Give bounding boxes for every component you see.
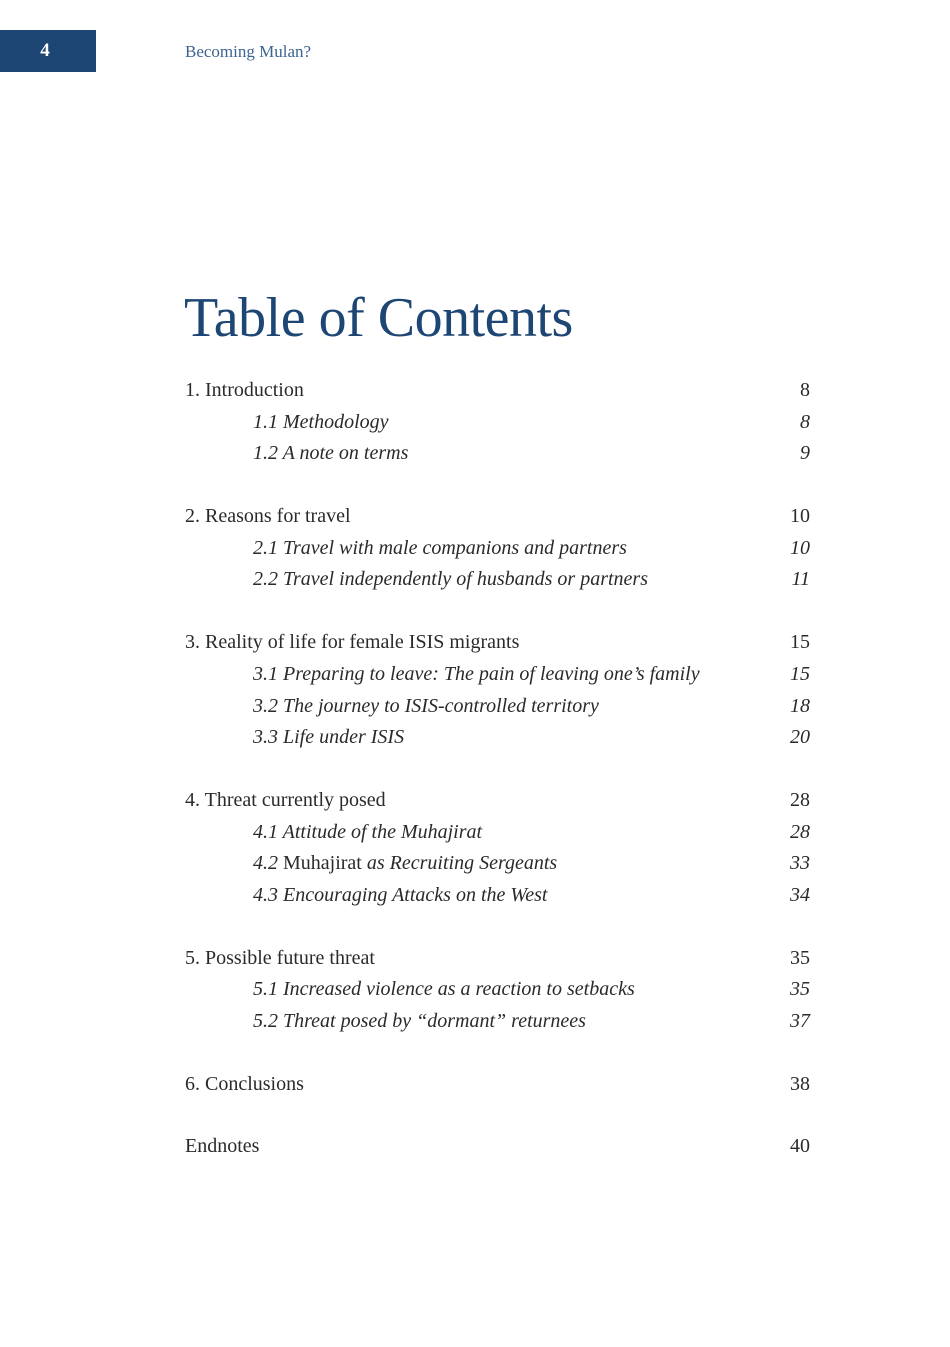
toc-entry-page: 28 [790, 788, 810, 811]
toc-entry-label: 6. Conclusions [185, 1072, 304, 1095]
toc-entry-endnotes[interactable] [185, 1131, 810, 1163]
toc-subentry-attitude[interactable] [185, 817, 810, 849]
toc-subentry-preparing-to-leave[interactable] [185, 659, 810, 691]
toc-subentry-increased-violence[interactable] [185, 974, 810, 1006]
toc-subentry-label-suffix: as Recruiting Sergeants [361, 852, 558, 875]
toc-section-2 [185, 501, 810, 596]
toc-subentry-page: 37 [790, 1010, 810, 1032]
toc-subentry-label: 3.1 Preparing to leave: The pain of leaving one’s family [253, 662, 700, 685]
toc-subentry-life-under-isis[interactable] [185, 722, 810, 754]
toc-entry-label: 2. Reasons for travel [185, 505, 351, 528]
toc-subentry-page: 15 [790, 662, 810, 685]
toc-entry-conclusions[interactable] [185, 1069, 810, 1101]
toc-section-5 [185, 943, 810, 1038]
toc-subentry-label: 4.3 Encouraging Attacks on the West [253, 883, 548, 906]
toc-entry-page: 8 [800, 379, 810, 401]
toc-subentry-travel-independently[interactable] [185, 564, 810, 596]
toc-entry-introduction[interactable] [185, 375, 810, 407]
toc-subentry-label-upright: Muhajirat [283, 852, 362, 875]
toc-section-4 [185, 785, 810, 912]
toc-subentry-page: 35 [790, 978, 810, 1001]
toc-subentry-label: 3.2 The journey to ISIS-controlled territory [253, 694, 599, 717]
toc-entry-page: 38 [790, 1072, 810, 1095]
toc-entry-label: 5. Possible future threat [185, 946, 375, 969]
toc-subentry-label: 2.1 Travel with male companions and partners [253, 536, 627, 559]
toc-subentry-label-prefix: 4.2 [253, 852, 283, 875]
toc-subentry-page: 28 [790, 820, 810, 843]
toc-subentry-label: 1.2 A note on terms [253, 442, 409, 465]
toc-subentry-label [253, 848, 557, 880]
toc-entry-threat-currently-posed[interactable] [185, 785, 810, 817]
toc-subentry-page: 33 [790, 852, 810, 875]
toc-subentry-label: 1.1 Methodology [253, 410, 389, 433]
toc-entry-label: Endnotes [185, 1135, 260, 1158]
toc-subentry-page: 9 [800, 442, 810, 465]
toc-section-endnotes [185, 1131, 810, 1163]
running-header: Becoming Mulan? [185, 42, 312, 61]
toc-entry-label: 4. Threat currently posed [185, 788, 386, 811]
toc-subentry-page: 10 [790, 536, 810, 559]
toc-entry-possible-future-threat[interactable] [185, 943, 810, 975]
toc-subentry-label: 5.2 Threat posed by “dormant” returnees [253, 1010, 586, 1032]
toc-subentry-label: 5.1 Increased violence as a reaction to setbacks [253, 978, 635, 1001]
toc-section-1 [185, 375, 810, 470]
toc-entry-page: 15 [790, 631, 810, 654]
toc-subentry-methodology[interactable] [185, 407, 810, 439]
toc-subentry-travel-with-companions[interactable] [185, 533, 810, 565]
table-of-contents [185, 375, 810, 1194]
toc-entry-reality-of-life[interactable] [185, 627, 810, 659]
toc-subentry-encouraging-attacks[interactable] [185, 880, 810, 912]
page-title: Table of Contents [184, 287, 573, 349]
toc-subentry-journey[interactable] [185, 691, 810, 723]
toc-section-6 [185, 1069, 810, 1101]
toc-subentry-note-on-terms[interactable] [185, 438, 810, 470]
page-number-tab: 4 [0, 30, 96, 72]
toc-entry-page: 35 [790, 946, 810, 969]
toc-subentry-dormant-returnees[interactable] [185, 1006, 810, 1038]
toc-subentry-label: 2.2 Travel independently of husbands or partners [253, 568, 648, 591]
toc-subentry-page: 8 [800, 410, 810, 433]
toc-entry-page: 40 [790, 1135, 810, 1158]
toc-subentry-recruiting-sergeants[interactable] [185, 848, 810, 880]
toc-subentry-page: 11 [791, 568, 810, 591]
toc-entry-reasons-for-travel[interactable] [185, 501, 810, 533]
toc-subentry-label: 3.3 Life under ISIS [253, 726, 405, 749]
toc-subentry-label: 4.1 Attitude of the Muhajirat [253, 820, 483, 843]
toc-subentry-page: 34 [790, 883, 810, 906]
toc-section-3 [185, 627, 810, 754]
toc-entry-label: 3. Reality of life for female ISIS migrants [185, 631, 520, 654]
toc-subentry-page: 20 [790, 726, 810, 749]
toc-subentry-page: 18 [790, 694, 810, 717]
toc-entry-page: 10 [790, 505, 810, 528]
toc-entry-label: 1. Introduction [185, 379, 304, 401]
